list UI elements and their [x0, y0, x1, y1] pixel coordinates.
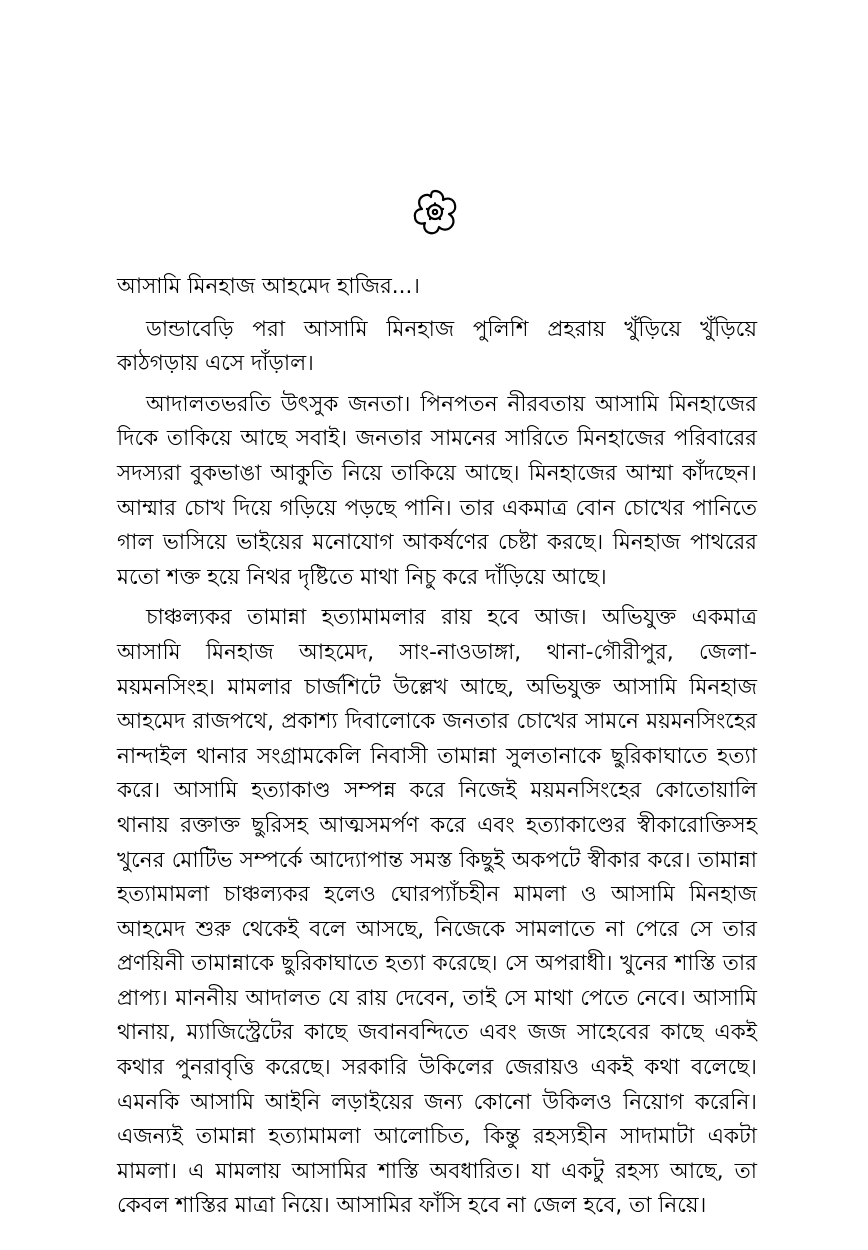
- paragraph-4: চাঞ্চল্যকর তামান্না হত্যামামলার রায় হবে আজ। অভিযুক্ত একমাত্র আসামি মিনহাজ আহমেদ, সাং-নাওডাঙ্গা, থানা-গৌরীপুর, জেলা-ময়মনসিংহ। মামলার চার্জশিটে উল্লেখ আছে, অভিযুক্ত আসামি মিনহাজ আহমেদ রাজপথে, প্রকাশ্য দিবালোকে জনতার চোখের সামনে ময়মনসিংহের নান্দাইল থানার সংগ্রামকেলি নিবাসী তামান্না সুলতানাকে ছুরিকাঘাতে হত্যা করে। আসামি হত্যাকাণ্ড সম্পন্ন করে নিজেই ময়মনসিংহের কোতোয়ালি থানায় রক্তাক্ত ছুরিসহ আত্মসমর্পণ করে এবং হত্যাকাণ্ডের স্বীকারোক্তিসহ খুনের মোটিভ সম্পর্কে আদ্যোপান্ত সমস্ত কিছুই অকপটে স্বীকার করে। তামান্না হত্যামামলা চাঞ্চল্যকর হলেও ঘোরপ্যাঁচহীন মামলা ও আসামি মিনহাজ আহমেদ শুরু থেকেই বলে আসছে, নিজেকে সামলাতে না পেরে সে তার প্রণয়িনী তামান্নাকে ছুরিকাঘাতে হত্যা করেছে। সে অপরাধী। খুনের শাস্তি তার প্রাপ্য। মাননীয় আদালত যে রায় দেবেন, তাই সে মাথা পেতে নেবে। আসামি থানায়, ম্যাজিস্ট্রেটের কাছে জবানবন্দিতে এবং জজ সাহেবের কাছে একই কথার পুনরাবৃত্তি করেছে। সরকারি উকিলের জেরায়ও একই কথা বলেছে। এমনকি আসামি আইনি লড়াইয়ের জন্য কোনো উকিলও নিয়োগ করেনি। এজন্যই তামান্না হত্যামামলা আলোচিত, কিন্তু রহস্যহীন সাদামাটা একটা মামলা। এ মামলায় আসামির শাস্তি অবধারিত। যা একটু রহস্য আছে, তা কেবল শাস্তির মাত্রা নিয়ে। আসামির ফাঁসি হবে না জেল হবে, তা নিয়ে।: [117, 605, 757, 1219]
- flower-ornament-icon: [409, 186, 461, 238]
- paragraph-2: ডান্ডাবেড়ি পরা আসামি মিনহাজ পুলিশি প্রহরায় খুঁড়িয়ে খুঁড়িয়ে কাঠগড়ায় এসে দাঁড়াল।: [117, 316, 757, 377]
- paragraph-3: আদালতভরতি উৎসুক জনতা। পিনপতন নীরবতায় আসামি মিনহাজের দিকে তাকিয়ে আছে সবাই। জনতার সামনের সারিতে মিনহাজের পরিবারের সদস্যরা বুকভাঙা আকুতি নিয়ে তাকিয়ে আছে। মিনহাজের আম্মা কাঁদছেন। আম্মার চোখ দিয়ে গড়িয়ে পড়ছে পানি। তার একমাত্র বোন চোখের পানিতে গাল ভাসিয়ে ভাইয়ের মনোযোগ আকর্ষণের চেষ্টা করছে। মিনহাজ পাথরের মতো শক্ত হয়ে নিথর দৃষ্টিতে মাথা নিচু করে দাঁড়িয়ে আছে।: [117, 391, 757, 590]
- body-text: [117, 270, 757, 1224]
- paragraph-1: আসামি মিনহাজ আহমেদ হাজির...।: [117, 274, 420, 299]
